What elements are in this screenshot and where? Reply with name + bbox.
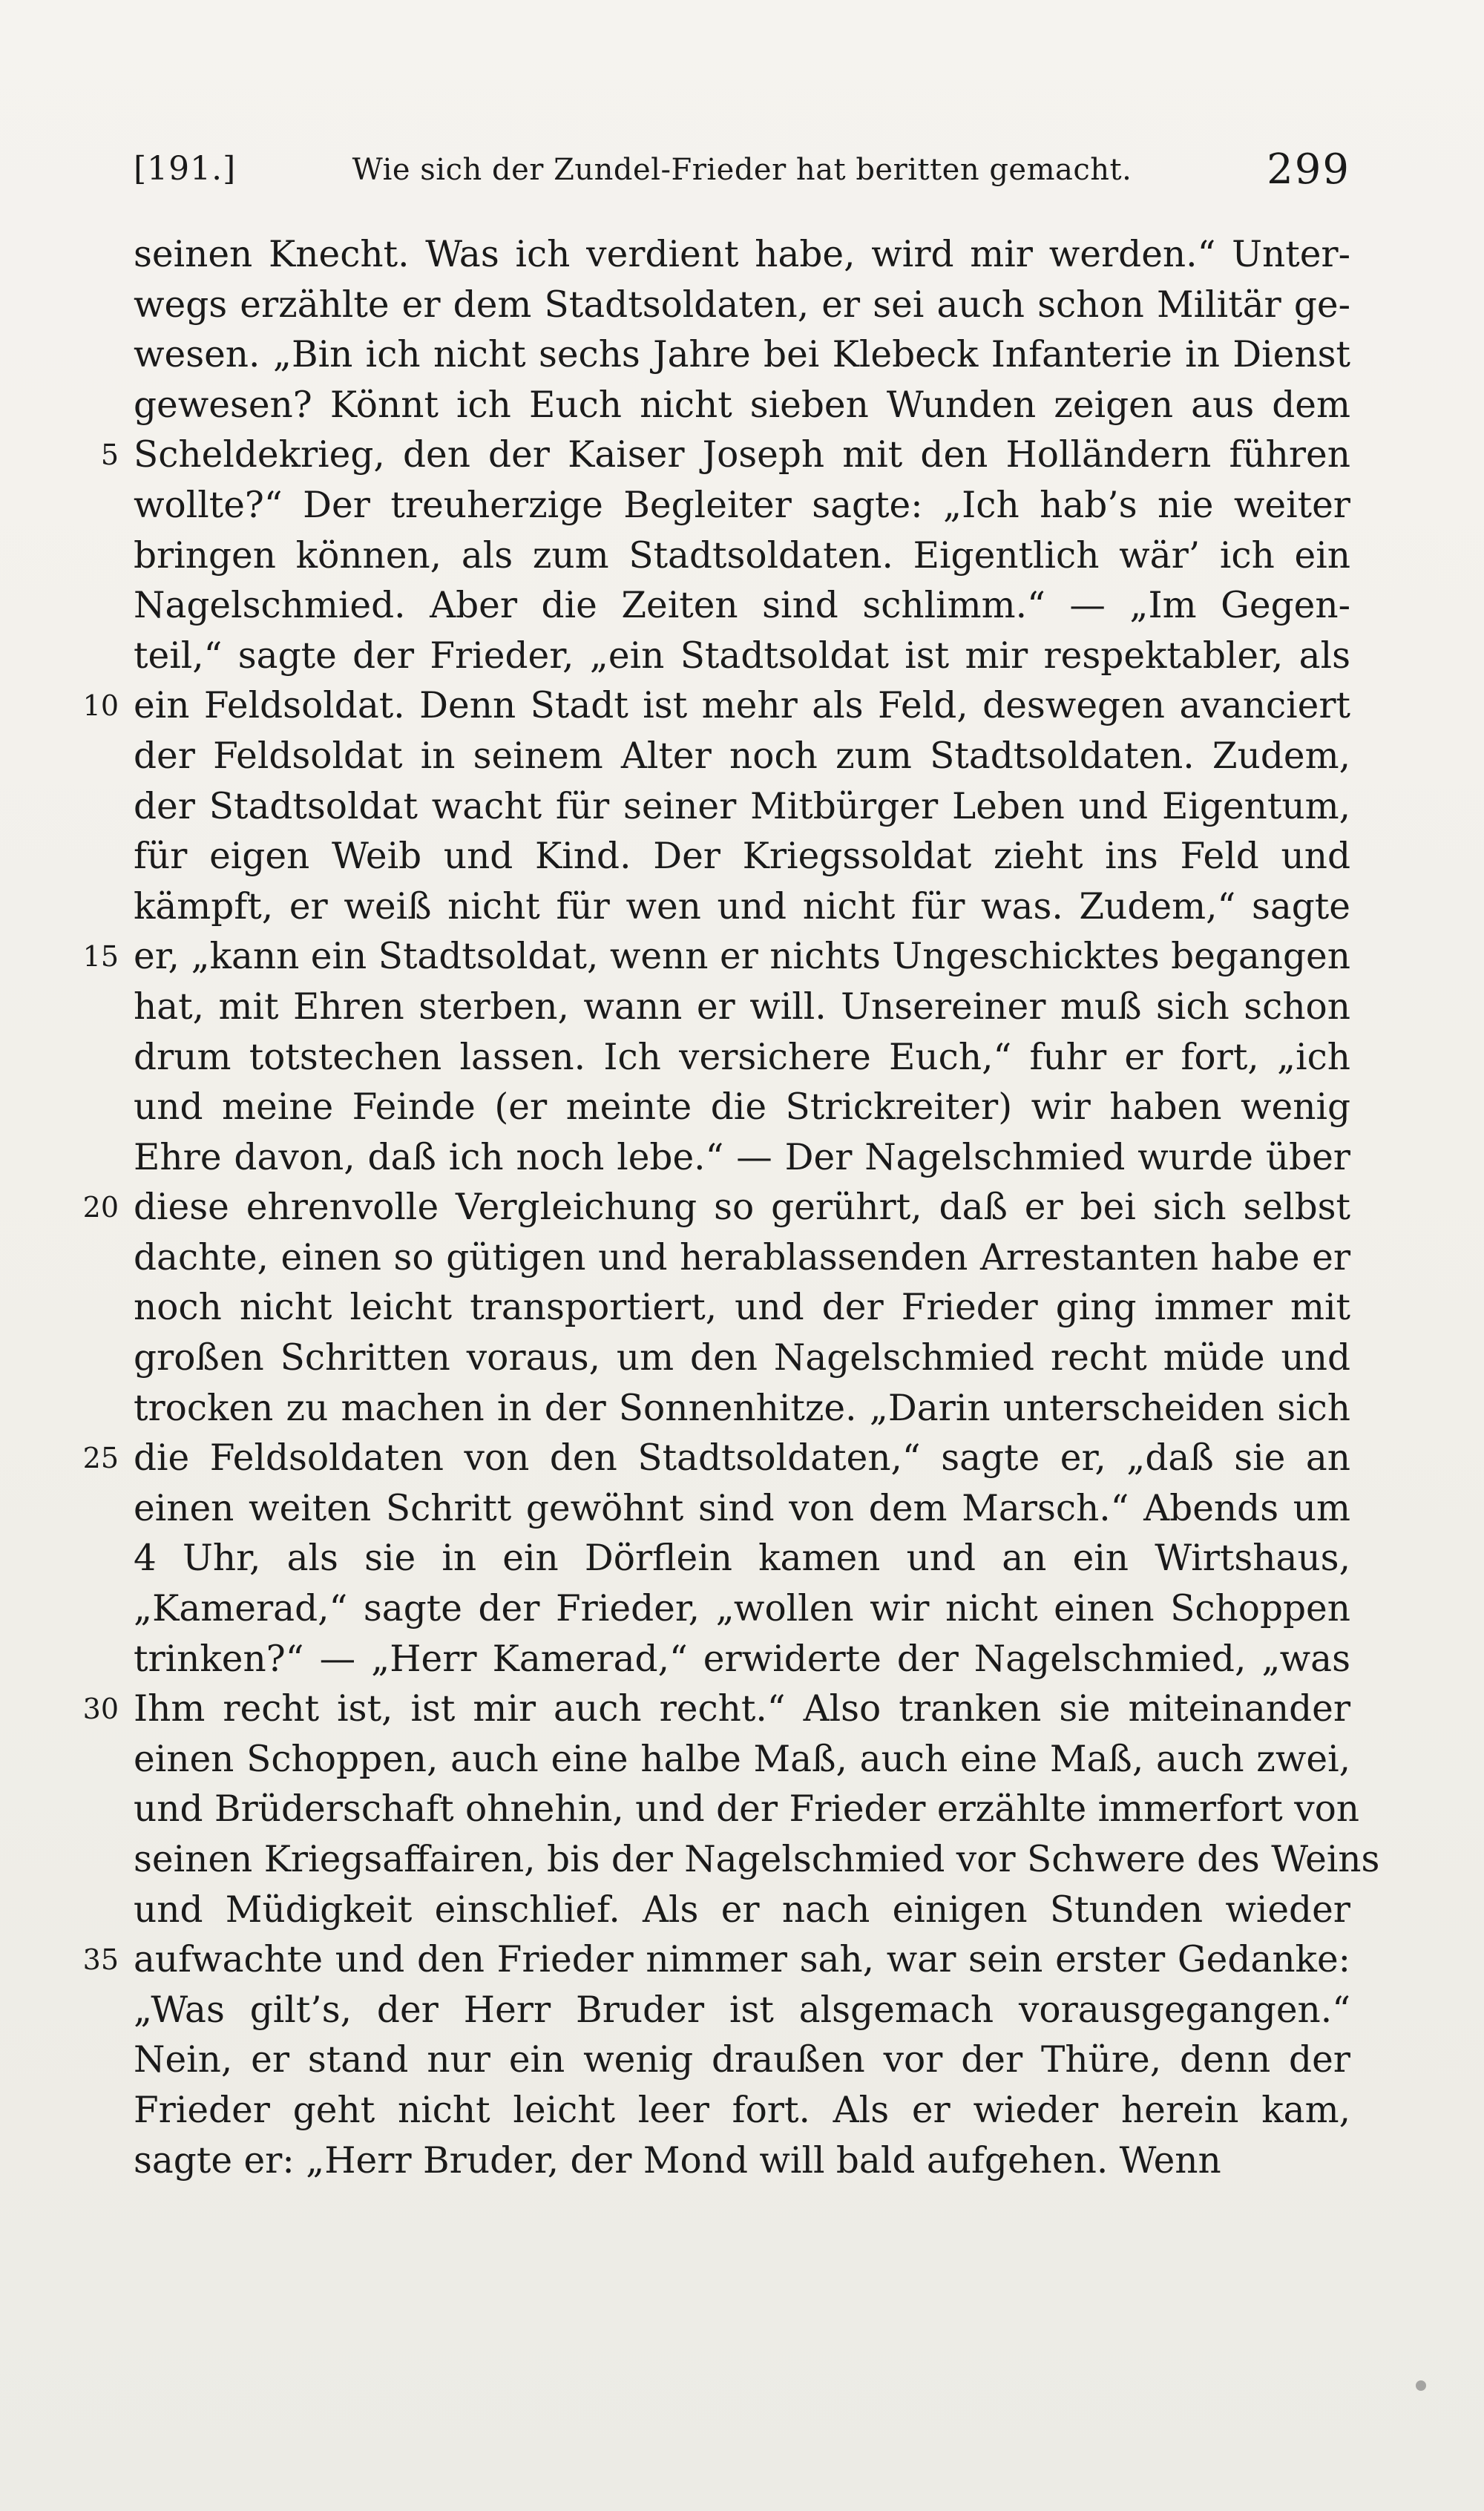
text-line [82, 1183, 1350, 1233]
line-text: wegs erzählte er dem Stadtsoldaten, er sei auch schon Militär ge- [134, 283, 1350, 326]
text-line [134, 1133, 1350, 1184]
line-text: aufwachte und den Frieder nimmer sah, war sein erster Gedanke: [134, 1939, 1350, 1981]
line-number: 5 [100, 439, 119, 472]
text-line [134, 1233, 1350, 1284]
text-line [82, 1684, 1350, 1735]
line-text: wollte?“ Der treuherzige Begleiter sagte: „Ich hab’s nie weiter [134, 484, 1350, 526]
text-line [134, 1635, 1350, 1685]
text-line [134, 1785, 1360, 1835]
text-line [134, 1735, 1350, 1785]
body-text [82, 230, 1380, 2186]
text-line [134, 381, 1350, 431]
line-text: ein Feldsoldat. Denn Stadt ist mehr als Feld, deswegen avanciert [134, 685, 1350, 727]
running-title: Wie sich der Zundel-Frieder hat beritten gemacht. [352, 153, 1132, 187]
line-text: der Feldsoldat in seinem Alter noch zum Stadtsoldaten. Zudem, [134, 735, 1350, 777]
text-line [134, 2035, 1350, 2086]
paper-speck [1416, 2380, 1426, 2391]
text-line [134, 832, 1350, 882]
text-line [134, 1033, 1350, 1083]
line-text: trocken zu machen in der Sonnenhitze. „Darin unterscheiden sich [134, 1387, 1350, 1429]
text-line [134, 280, 1350, 331]
text-line [134, 1333, 1350, 1384]
text-line [134, 982, 1350, 1033]
line-text: drum totstechen lassen. Ich versichere Euch,“ fuhr er fort, „ich [134, 1036, 1350, 1078]
section-marker: [191.] [134, 150, 237, 188]
text-line [134, 1534, 1350, 1584]
line-text: kämpft, er weiß nicht für wen und nicht für was. Zudem,“ sagte [134, 885, 1350, 928]
line-text: Nein, er stand nur ein wenig draußen vor der Thüre, denn der [134, 2039, 1350, 2081]
text-line [82, 932, 1350, 982]
line-text: er, „kann ein Stadtsoldat, wenn er nichts Ungeschicktes begangen [134, 936, 1350, 978]
line-text: einen weiten Schritt gewöhnt sind von dem Marsch.“ Abends um [134, 1487, 1350, 1529]
line-text: großen Schritten voraus, um den Nagelschmied recht müde und [134, 1337, 1350, 1379]
text-line [134, 1283, 1350, 1333]
line-text: Ihm recht ist, ist mir auch recht.“ Also tranken sie miteinander [134, 1688, 1350, 1730]
line-number: 25 [82, 1442, 119, 1475]
text-line [134, 1484, 1350, 1534]
text-line [100, 430, 1350, 481]
line-text: teil,“ sagte der Frieder, „ein Stadtsoldat ist mir respektabler, als [134, 634, 1350, 677]
text-line [134, 631, 1350, 682]
line-text: „Kamerad,“ sagte der Frieder, „wollen wir nicht einen Schoppen [134, 1588, 1350, 1630]
line-text: Nagelschmied. Aber die Zeiten sind schlimm.“ — „Im Gegen- [134, 585, 1350, 627]
text-line [134, 481, 1350, 531]
text-line [134, 782, 1350, 833]
text-line [134, 581, 1350, 631]
line-text: und meine Feinde (er meinte die Strickreiter) wir haben wenig [134, 1086, 1350, 1129]
line-text: seinen Knecht. Was ich verdient habe, wird mir werden.“ Unter- [134, 234, 1350, 275]
line-text: noch nicht leicht transportiert, und der Frieder ging immer mit [134, 1287, 1350, 1329]
text-line [82, 1935, 1350, 1986]
text-line [134, 1986, 1350, 2036]
line-number: 10 [82, 689, 119, 723]
line-text: 4 Uhr, als sie in ein Dörflein kamen und an ein Wirtshaus, [134, 1537, 1350, 1580]
text-line [134, 1584, 1350, 1635]
text-line [134, 1384, 1350, 1434]
line-text: Frieder geht nicht leicht leer fort. Als er wieder herein kam, [134, 2089, 1350, 2131]
line-text: der Stadtsoldat wacht für seiner Mitbürger Leben und Eigentum, [134, 785, 1350, 827]
page-number: 299 [1267, 145, 1350, 194]
line-text: Ehre davon, daß ich noch lebe.“ — Der Nagelschmied wurde über [134, 1136, 1350, 1178]
line-text: „Was gilt’s, der Herr Bruder ist alsgemach vorausgegangen.“ [134, 1989, 1350, 2031]
line-text: trinken?“ — „Herr Kamerad,“ erwiderte der Nagelschmied, „was [134, 1638, 1350, 1680]
text-line [134, 882, 1350, 933]
line-number: 20 [82, 1191, 119, 1224]
line-text: und Brüderschaft ohnehin, und der Frieder erzählte immerfort von [134, 1788, 1360, 1831]
text-line [134, 1083, 1350, 1133]
line-text: gewesen? Könnt ich Euch nicht sieben Wunden zeigen aus dem [134, 384, 1350, 426]
line-text: hat, mit Ehren sterben, wann er will. Unsereiner muß sich schon [134, 985, 1350, 1028]
text-line [134, 1835, 1380, 1885]
text-line [134, 230, 1350, 280]
text-line [134, 330, 1350, 381]
text-line [82, 1434, 1350, 1484]
text-line [134, 2136, 1350, 2187]
running-head [134, 142, 1350, 202]
line-text: dachte, einen so gütigen und herablassenden Arrestanten habe er [134, 1236, 1350, 1279]
line-text: einen Schoppen, auch eine halbe Maß, auch eine Maß, auch zwei, [134, 1738, 1350, 1780]
text-line [134, 732, 1350, 782]
line-text: für eigen Weib und Kind. Der Kriegssoldat zieht ins Feld und [134, 836, 1350, 878]
text-line [82, 681, 1350, 732]
line-text: die Feldsoldaten von den Stadtsoldaten,“ sagte er, „daß sie an [134, 1437, 1350, 1480]
text-line [134, 531, 1350, 582]
text-line [134, 2086, 1350, 2136]
line-text: diese ehrenvolle Vergleichung so gerührt, daß er bei sich selbst [134, 1186, 1350, 1229]
line-number: 35 [82, 1943, 119, 1977]
text-line [134, 1885, 1350, 1936]
line-text: seinen Kriegsaffairen, bis der Nagelschmied vor Schwere des Weins [134, 1839, 1380, 1880]
line-text: wesen. „Bin ich nicht sechs Jahre bei Klebeck Infanterie in Dienst [134, 334, 1350, 376]
line-number: 30 [82, 1693, 119, 1726]
line-number: 15 [82, 940, 119, 974]
line-text: bringen können, als zum Stadtsoldaten. Eigentlich wär’ ich ein [134, 534, 1350, 577]
line-text: und Müdigkeit einschlief. Als er nach einigen Stunden wieder [134, 1888, 1350, 1931]
line-text: Scheldekrieg, den der Kaiser Joseph mit den Holländern führen [134, 434, 1350, 476]
line-text: sagte er: „Herr Bruder, der Mond will bald aufgehen. Wenn [134, 2139, 1221, 2182]
